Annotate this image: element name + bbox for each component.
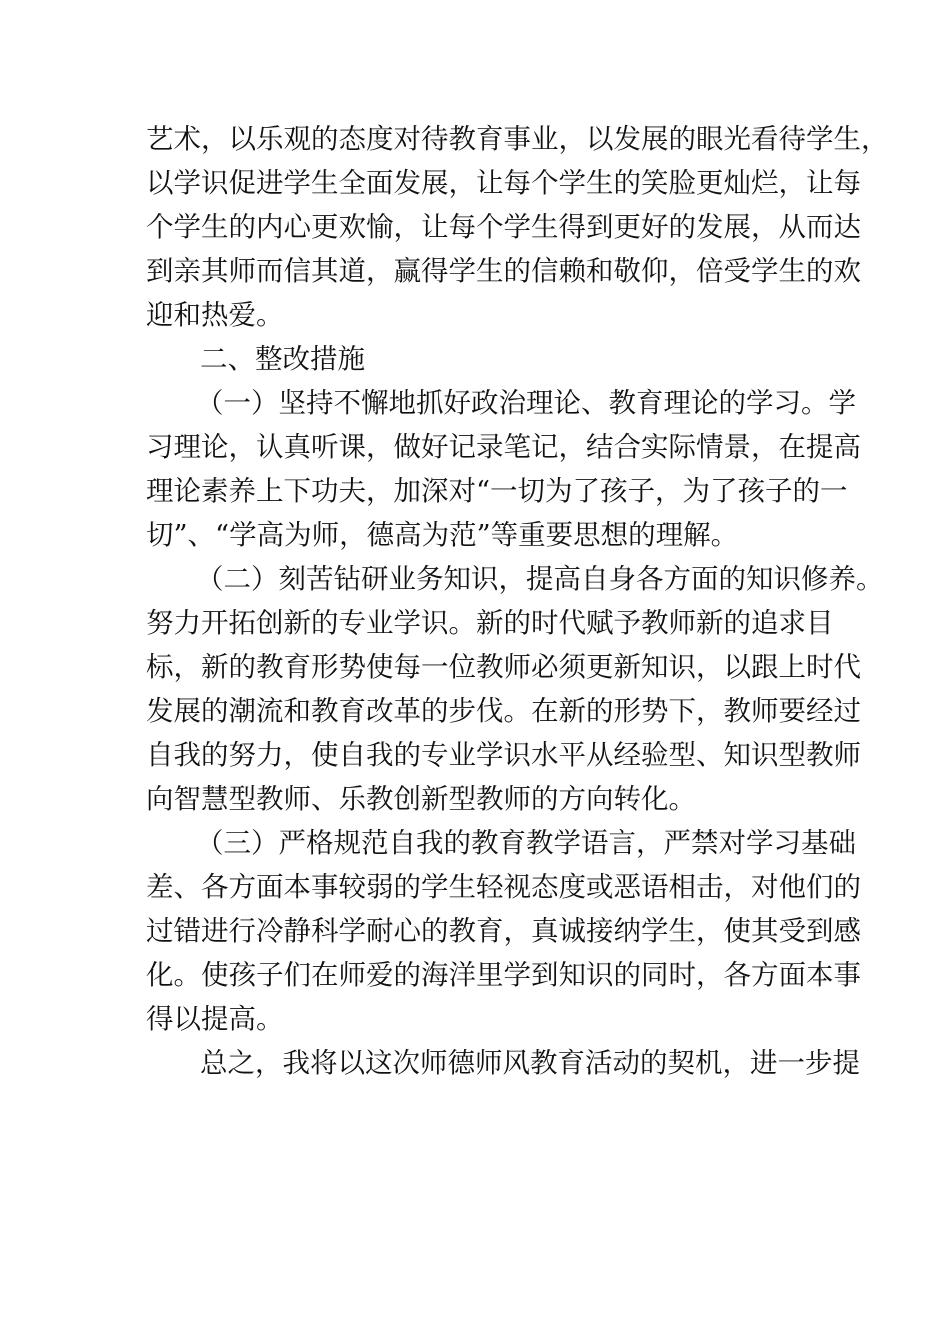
text-line-13: 标，新的教育形势使每一位教师必须更新知识，以跟上时代 [146,651,861,683]
text-line-9: 理论素养上下功夫，加深对“一切为了孩子，为了孩子的一 [146,475,848,507]
text-line-15: 自我的努力，使自我的专业学识水平从经验型、知识型教师 [146,739,861,771]
text-line-22: 总之，我将以这次师德师风教育活动的契机，进一步提 [200,1047,860,1079]
text-line-2: 以学识促进学生全面发展，让每个学生的笑脸更灿烂，让每 [146,167,861,199]
text-line-20: 化。使孩子们在师爱的海洋里学到知识的同时，各方面本事 [146,959,861,991]
section-heading: 二、整改措施 [200,343,365,375]
text-line-10: 切”、“学高为师，德高为范”等重要思想的理解。 [146,519,739,551]
text-line-19: 过错进行冷静科学耐心的教育，真诚接纳学生，使其受到感 [146,915,861,947]
text-line-3: 个学生的内心更欢愉，让每个学生得到更好的发展，从而达 [146,211,861,243]
text-line-16: 向智慧型教师、乐教创新型教师的方向转化。 [146,783,696,815]
text-line-8: 习理论，认真听课，做好记录笔记，结合实际情景，在提高 [146,431,861,463]
text-line-14: 发展的潮流和教育改革的步伐。在新的形势下，教师要经过 [146,695,861,727]
text-line-1: 艺术，以乐观的态度对待教育事业，以发展的眼光看待学生， [146,123,889,155]
text-line-21: 得以提高。 [146,1003,284,1035]
text-line-4: 到亲其师而信其道，赢得学生的信赖和敬仰，倍受学生的欢 [146,255,861,287]
text-line-17: （三）严格规范自我的教育教学语言，严禁对学习基础 [196,827,856,859]
text-line-11: （二）刻苦钻研业务知识，提高自身各方面的知识修养。 [196,563,884,595]
text-line-18: 差、各方面本事较弱的学生轻视态度或恶语相击，对他们的 [146,871,861,903]
text-line-5: 迎和热爱。 [146,299,284,331]
text-line-7: （一）坚持不懈地抓好政治理论、教育理论的学习。学 [196,387,856,419]
text-line-12: 努力开拓创新的专业学识。新的时代赋予教师新的追求目 [146,607,834,639]
